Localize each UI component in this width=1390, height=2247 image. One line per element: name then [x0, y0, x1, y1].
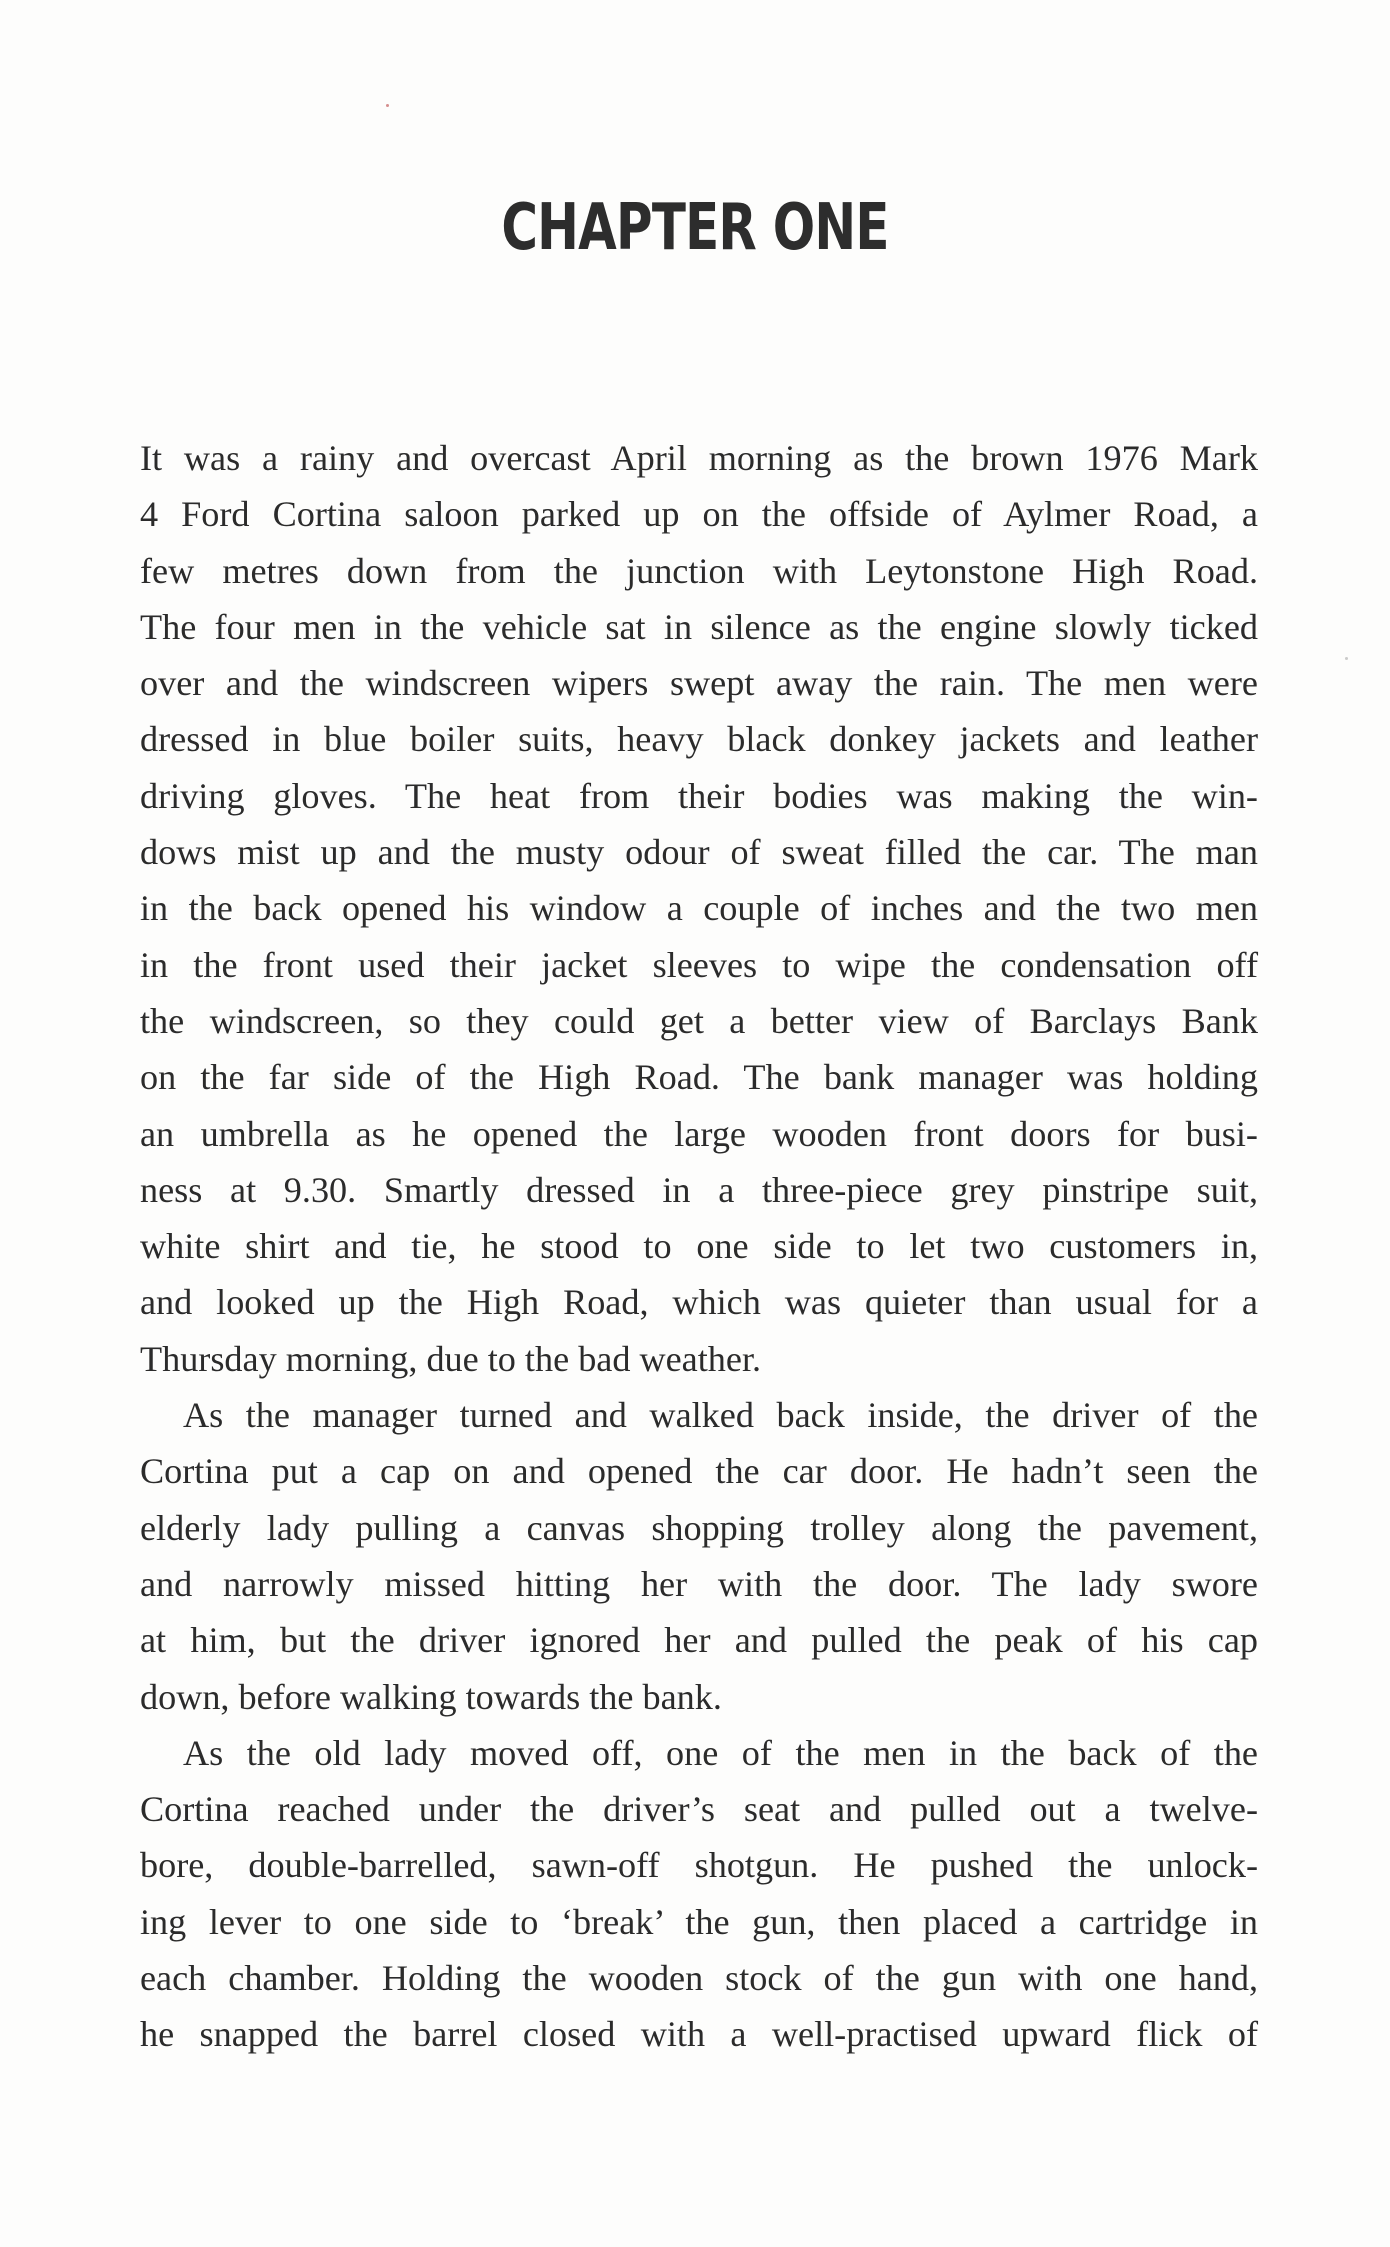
text-line: white shirt and tie, he stood to one side to let two customers in, [140, 1226, 1258, 1267]
text-line: dows mist up and the musty odour of sweat filled the car. The man [140, 832, 1258, 873]
text-line: ing lever to one side to ‘break’ the gun, then placed a cartridge in [140, 1901, 1258, 1942]
text-line: and looked up the High Road, which was quieter than usual for a [140, 1282, 1258, 1323]
text-line: dressed in blue boiler suits, heavy black donkey jackets and leather [140, 719, 1258, 760]
paper-speck [1345, 657, 1348, 660]
text-line: Cortina put a cap on and opened the car door. He hadn’t seen the [140, 1451, 1258, 1492]
text-line: ness at 9.30. Smartly dressed in a three-piece grey pinstripe suit, [140, 1169, 1258, 1210]
text-line: Cortina reached under the driver’s seat and pulled out a twelve- [140, 1789, 1258, 1830]
paper-speck [386, 104, 389, 107]
text-line: over and the windscreen wipers swept away the rain. The men were [140, 663, 1258, 704]
text-line: each chamber. Holding the wooden stock of the gun with one hand, [140, 1958, 1258, 1999]
text-line: at him, but the driver ignored her and pulled the peak of his cap [140, 1620, 1258, 1661]
text-line: on the far side of the High Road. The bank manager was holding [140, 1057, 1258, 1098]
text-line: The four men in the vehicle sat in silence as the engine slowly ticked [140, 606, 1258, 647]
text-line: bore, double-barrelled, sawn-off shotgun. He pushed the unlock- [140, 1845, 1258, 1886]
chapter-title: CHAPTER ONE [501, 191, 889, 265]
text-line: As the manager turned and walked back inside, the driver of the [183, 1395, 1258, 1436]
chapter-body [140, 430, 1258, 2063]
text-line: driving gloves. The heat from their bodies was making the win- [140, 775, 1258, 816]
text-line: It was a rainy and overcast April morning as the brown 1976 Mark [140, 438, 1258, 478]
text-line: in the back opened his window a couple of inches and the two men [140, 888, 1258, 929]
text-line: in the front used their jacket sleeves to wipe the condensation off [140, 944, 1258, 985]
text-line: down, before walking towards the bank. [140, 1676, 722, 1717]
text-line: few metres down from the junction with Leytonstone High Road. [140, 550, 1258, 591]
text-line: As the old lady moved off, one of the men in the back of the [183, 1732, 1258, 1773]
text-line: and narrowly missed hitting her with the door. The lady swore [140, 1563, 1258, 1604]
text-line: an umbrella as he opened the large wooden front doors for busi- [140, 1113, 1258, 1154]
text-line: he snapped the barrel closed with a well-practised upward flick of [140, 2014, 1258, 2055]
text-line: 4 Ford Cortina saloon parked up on the offside of Aylmer Road, a [140, 494, 1258, 535]
text-line: the windscreen, so they could get a better view of Barclays Bank [140, 1000, 1258, 1041]
text-line: Thursday morning, due to the bad weather. [140, 1338, 762, 1379]
text-line: elderly lady pulling a canvas shopping trolley along the pavement, [140, 1507, 1258, 1548]
